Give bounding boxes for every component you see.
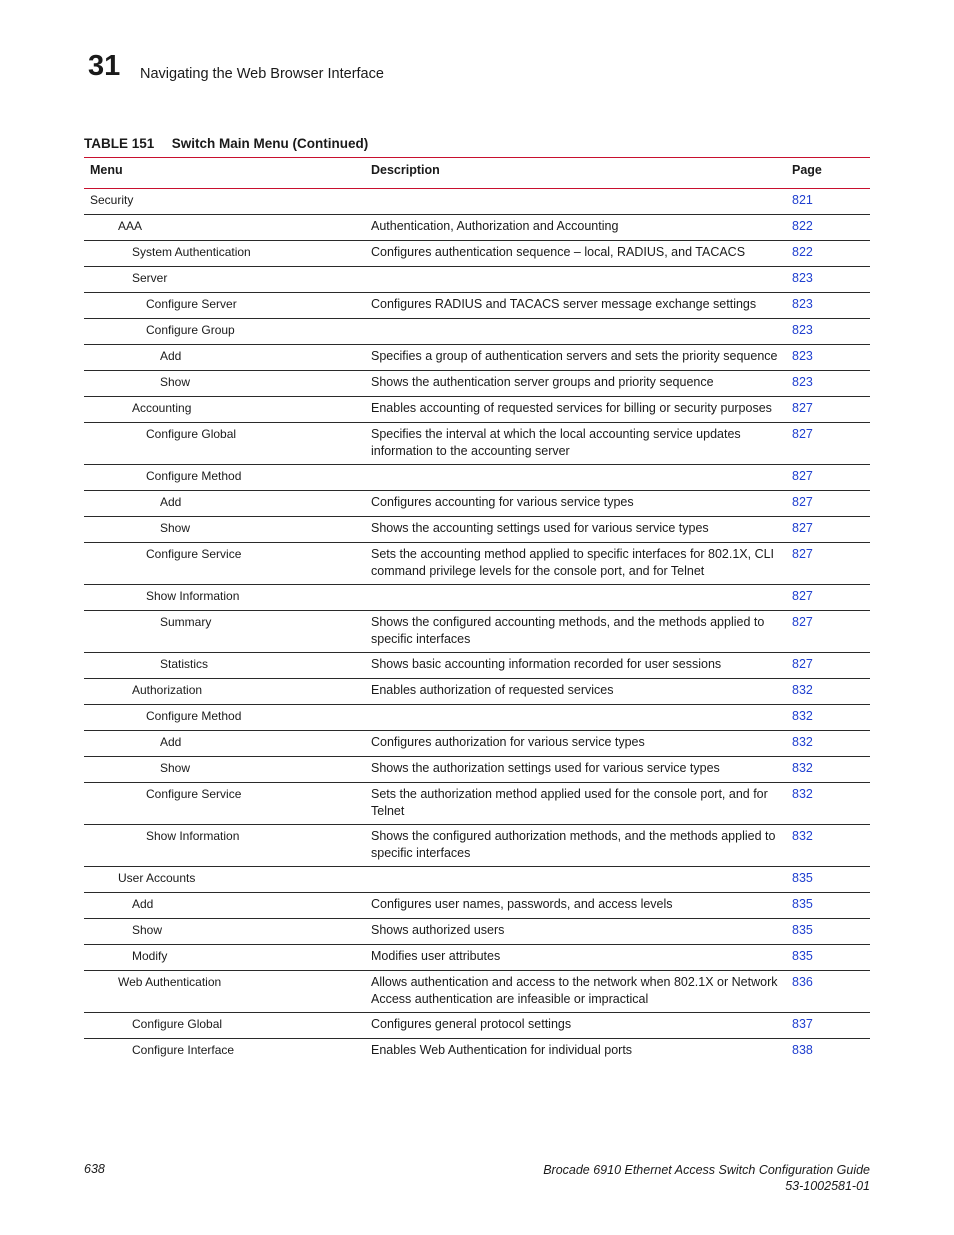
description-cell: Authentication, Authorization and Accounting (371, 219, 619, 233)
table-row (84, 679, 870, 705)
menu-cell: Show (160, 761, 191, 775)
page-link[interactable]: 827 (792, 589, 813, 603)
page-link[interactable]: 827 (792, 547, 813, 561)
page-link[interactable]: 827 (792, 427, 813, 441)
page-link[interactable]: 827 (792, 657, 813, 671)
menu-cell: Configure Method (146, 709, 242, 723)
description-cell: Enables authorization of requested services (371, 683, 614, 697)
page-link[interactable]: 832 (792, 787, 813, 801)
table-row (84, 731, 870, 757)
table-row (84, 371, 870, 397)
table-row (84, 611, 870, 653)
table-row (84, 919, 870, 945)
page-link[interactable]: 835 (792, 949, 813, 963)
menu-cell: Add (132, 897, 154, 911)
description-cell: Configures RADIUS and TACACS server message exchange settings (371, 297, 757, 311)
description-cell: Shows the authorization settings used for various service types (371, 761, 720, 775)
table-row (84, 1039, 870, 1064)
description-cell: Sets the accounting method applied to specific interfaces for 802.1X, CLI command privilege levels for the console port, and for Telnet (371, 547, 775, 578)
description-cell: Configures user names, passwords, and access levels (371, 897, 673, 911)
description-cell: Modifies user attributes (371, 949, 501, 963)
table-row (84, 215, 870, 241)
description-cell: Shows the accounting settings used for various service types (371, 521, 709, 535)
menu-cell: Server (132, 271, 168, 285)
menu-cell: Configure Method (146, 469, 242, 483)
table-row (84, 757, 870, 783)
description-cell: Shows the authentication server groups and priority sequence (371, 375, 714, 389)
menu-cell: Configure Global (132, 1017, 223, 1031)
description-cell: Shows authorized users (371, 923, 505, 937)
chapter-title: Navigating the Web Browser Interface (140, 66, 384, 82)
table-row (84, 345, 870, 371)
description-cell: Configures general protocol settings (371, 1017, 572, 1031)
chapter-number: 31 (88, 50, 121, 82)
description-cell: Enables Web Authentication for individual ports (371, 1043, 633, 1057)
menu-cell: System Authentication (132, 245, 251, 259)
table-caption (84, 136, 368, 151)
table-row (84, 189, 870, 215)
page-link[interactable]: 838 (792, 1043, 813, 1057)
table-row (84, 971, 870, 1013)
menu-cell: Configure Global (146, 427, 237, 441)
page-link[interactable]: 823 (792, 297, 813, 311)
page-link[interactable]: 836 (792, 975, 813, 989)
page-link[interactable]: 823 (792, 349, 813, 363)
table-row (84, 783, 870, 825)
menu-cell: Statistics (160, 657, 209, 671)
page-link[interactable]: 823 (792, 375, 813, 389)
page-link[interactable]: 827 (792, 615, 813, 629)
table-row (84, 867, 870, 893)
page-link[interactable]: 832 (792, 829, 813, 843)
table-row (84, 397, 870, 423)
menu-cell: Accounting (132, 401, 192, 415)
page-link[interactable]: 835 (792, 897, 813, 911)
page-link[interactable]: 823 (792, 323, 813, 337)
description-cell: Shows the configured authorization methods, and the methods applied to specific interfaces (371, 829, 776, 860)
column-header-description: Description (371, 163, 440, 177)
table-label: TABLE 151 (84, 136, 155, 151)
description-cell: Enables accounting of requested services for billing or security purposes (371, 401, 772, 415)
page-link[interactable]: 827 (792, 521, 813, 535)
menu-cell: Configure Interface (132, 1043, 235, 1057)
page-link[interactable]: 827 (792, 469, 813, 483)
description-cell: Sets the authorization method applied used for the console port, and for Telnet (371, 787, 768, 818)
menu-cell: Show (132, 923, 163, 937)
table-row (84, 319, 870, 345)
page-link[interactable]: 835 (792, 923, 813, 937)
menu-cell: Add (160, 735, 182, 749)
menu-cell: Authorization (132, 683, 203, 697)
description-cell: Allows authentication and access to the network when 802.1X or Network Access authentication are infeasible or impractical (371, 975, 778, 1006)
description-cell: Configures authentication sequence – local, RADIUS, and TACACS (371, 245, 746, 259)
footer-doc-number: 53-1002581-01 (785, 1179, 870, 1193)
page-link[interactable]: 835 (792, 871, 813, 885)
table-row (84, 653, 870, 679)
footer-doc-title: Brocade 6910 Ethernet Access Switch Configuration Guide (543, 1163, 870, 1177)
menu-cell: Configure Server (146, 297, 237, 311)
menu-cell: User Accounts (118, 871, 196, 885)
menu-cell: Summary (160, 615, 212, 629)
table-row (84, 893, 870, 919)
page-link[interactable]: 827 (792, 401, 813, 415)
table-row (84, 585, 870, 611)
page-link[interactable]: 832 (792, 709, 813, 723)
menu-cell: Configure Service (146, 787, 242, 801)
table-row (84, 423, 870, 465)
column-header-page: Page (792, 163, 822, 177)
page-link[interactable]: 832 (792, 735, 813, 749)
description-cell: Specifies a group of authentication servers and sets the priority sequence (371, 349, 778, 363)
table-row (84, 465, 870, 491)
menu-cell: Show (160, 521, 191, 535)
page-link[interactable]: 823 (792, 271, 813, 285)
description-cell: Configures authorization for various service types (371, 735, 645, 749)
table-row (84, 491, 870, 517)
switch-main-menu-table (84, 157, 870, 1064)
table-header (84, 158, 870, 189)
footer-page-number: 638 (84, 1162, 105, 1176)
menu-cell: AAA (118, 219, 143, 233)
table-row (84, 517, 870, 543)
description-cell: Configures accounting for various service types (371, 495, 634, 509)
menu-cell: Web Authentication (118, 975, 222, 989)
menu-cell: Configure Service (146, 547, 242, 561)
table-row (84, 945, 870, 971)
menu-cell: Add (160, 495, 182, 509)
table-row (84, 267, 870, 293)
description-cell: Shows the configured accounting methods, and the methods applied to specific interfaces (371, 615, 765, 646)
page-link[interactable]: 827 (792, 495, 813, 509)
column-header-menu: Menu (90, 163, 123, 177)
page-link[interactable]: 822 (792, 219, 813, 233)
page-link[interactable]: 832 (792, 683, 813, 697)
menu-cell: Configure Group (146, 323, 235, 337)
table-row (84, 543, 870, 585)
table-row (84, 705, 870, 731)
menu-cell: Show Information (146, 829, 240, 843)
table-row (84, 825, 870, 867)
page-link[interactable]: 832 (792, 761, 813, 775)
table-row (84, 293, 870, 319)
description-cell: Shows basic accounting information recorded for user sessions (371, 657, 722, 671)
page-link[interactable]: 822 (792, 245, 813, 259)
page-link[interactable]: 821 (792, 193, 813, 207)
menu-cell: Show Information (146, 589, 240, 603)
footer-doc-info (543, 1162, 870, 1194)
table-title: Switch Main Menu (Continued) (171, 136, 369, 151)
description-cell: Specifies the interval at which the local accounting service updates information to the accounting server (371, 427, 741, 458)
table-row (84, 1013, 870, 1039)
menu-cell: Add (160, 349, 182, 363)
menu-cell: Show (160, 375, 191, 389)
menu-cell: Security (90, 193, 134, 207)
menu-cell: Modify (132, 949, 168, 963)
table-row (84, 241, 870, 267)
page-link[interactable]: 837 (792, 1017, 813, 1031)
